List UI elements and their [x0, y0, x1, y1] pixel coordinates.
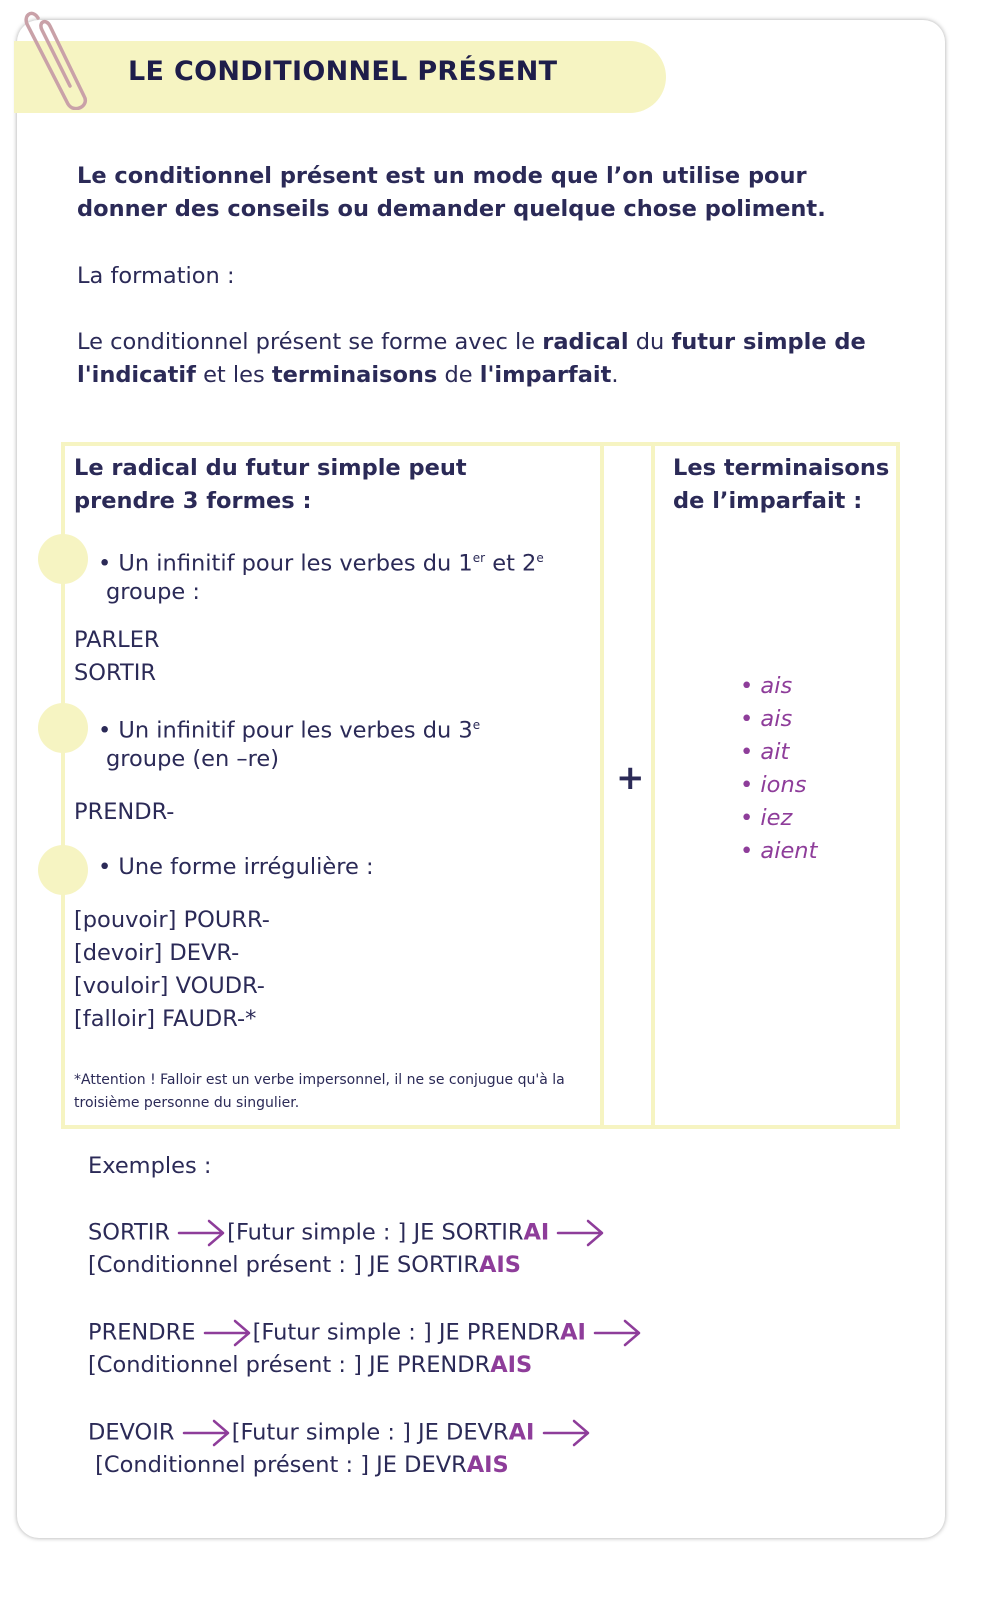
bullet-circle: [38, 703, 88, 753]
arrow-right-icon: [203, 1318, 253, 1348]
paperclip-icon: [24, 6, 94, 110]
ending-item: • ais: [740, 673, 793, 699]
bullet-first-second-group: • Un infinitif pour les verbes du 1er et 2e: [98, 550, 544, 577]
arrow-right-icon: [177, 1218, 227, 1248]
example-infinitive: SORTIR: [74, 660, 157, 686]
examples-label: Exemples :: [88, 1153, 212, 1179]
example-cond-line: [Conditionnel présent : ] JE SORTIRAIS: [88, 1252, 522, 1278]
example-radical: PRENDR-: [74, 799, 175, 825]
ending-item: • ais: [740, 706, 793, 732]
bullet-third-group-end: groupe (en –re): [106, 746, 280, 772]
left-header: Le radical du futur simple peut prendre 3 formes :: [74, 455, 467, 514]
formation-text: Le conditionnel présent se forme avec le radical du futur simple de l'indicatif et les terminaisons de l'imparfait.: [77, 329, 866, 388]
arrow-right-icon: [556, 1218, 606, 1248]
ending-item: • ait: [740, 739, 790, 765]
right-header: Les terminaisons de l’imparfait :: [673, 455, 890, 514]
falloir-note: *Attention ! Falloir est un verbe impersonnel, il ne se conjugue qu'à la troisième personne du singulier.: [74, 1072, 565, 1111]
bullet-circle: [38, 845, 88, 895]
example-cond-line: [Conditionnel présent : ] JE DEVRAIS: [88, 1452, 509, 1478]
plus-sign: +: [616, 758, 645, 798]
arrow-right-icon: [593, 1318, 643, 1348]
example-futur-line: DEVOIR [Futur simple : ] JE DEVRAI: [88, 1418, 592, 1448]
irregular-form: [vouloir] VOUDR-: [74, 973, 265, 999]
irregular-form: [devoir] DEVR-: [74, 940, 240, 966]
bullet-third-group: • Un infinitif pour les verbes du 3e: [98, 717, 481, 744]
arrow-right-icon: [542, 1418, 592, 1448]
example-futur-line: SORTIR [Futur simple : ] JE SORTIRAI: [88, 1218, 606, 1248]
bullet-first-second-group-end: groupe :: [106, 579, 200, 605]
ending-item: • aient: [740, 838, 818, 864]
table-divider: [600, 442, 604, 1129]
page-title: LE CONDITIONNEL PRÉSENT: [128, 56, 558, 87]
bullet-irregular: • Une forme irrégulière :: [98, 854, 374, 880]
ending-item: • ions: [740, 772, 807, 798]
example-infinitive: PARLER: [74, 627, 160, 653]
intro-text: Le conditionnel présent est un mode que l’on utilise pour donner des conseils ou demander quelque chose poliment.: [77, 163, 826, 222]
formation-label: La formation :: [77, 263, 235, 289]
example-futur-line: PRENDRE [Futur simple : ] JE PRENDRAI: [88, 1318, 643, 1348]
irregular-form: [pouvoir] POURR-: [74, 907, 270, 933]
example-cond-line: [Conditionnel présent : ] JE PRENDRAIS: [88, 1352, 533, 1378]
arrow-right-icon: [182, 1418, 232, 1448]
bullet-circle: [38, 534, 88, 584]
irregular-form: [falloir] FAUDR-*: [74, 1006, 257, 1032]
table-divider: [651, 442, 655, 1129]
ending-item: • iez: [740, 805, 793, 831]
